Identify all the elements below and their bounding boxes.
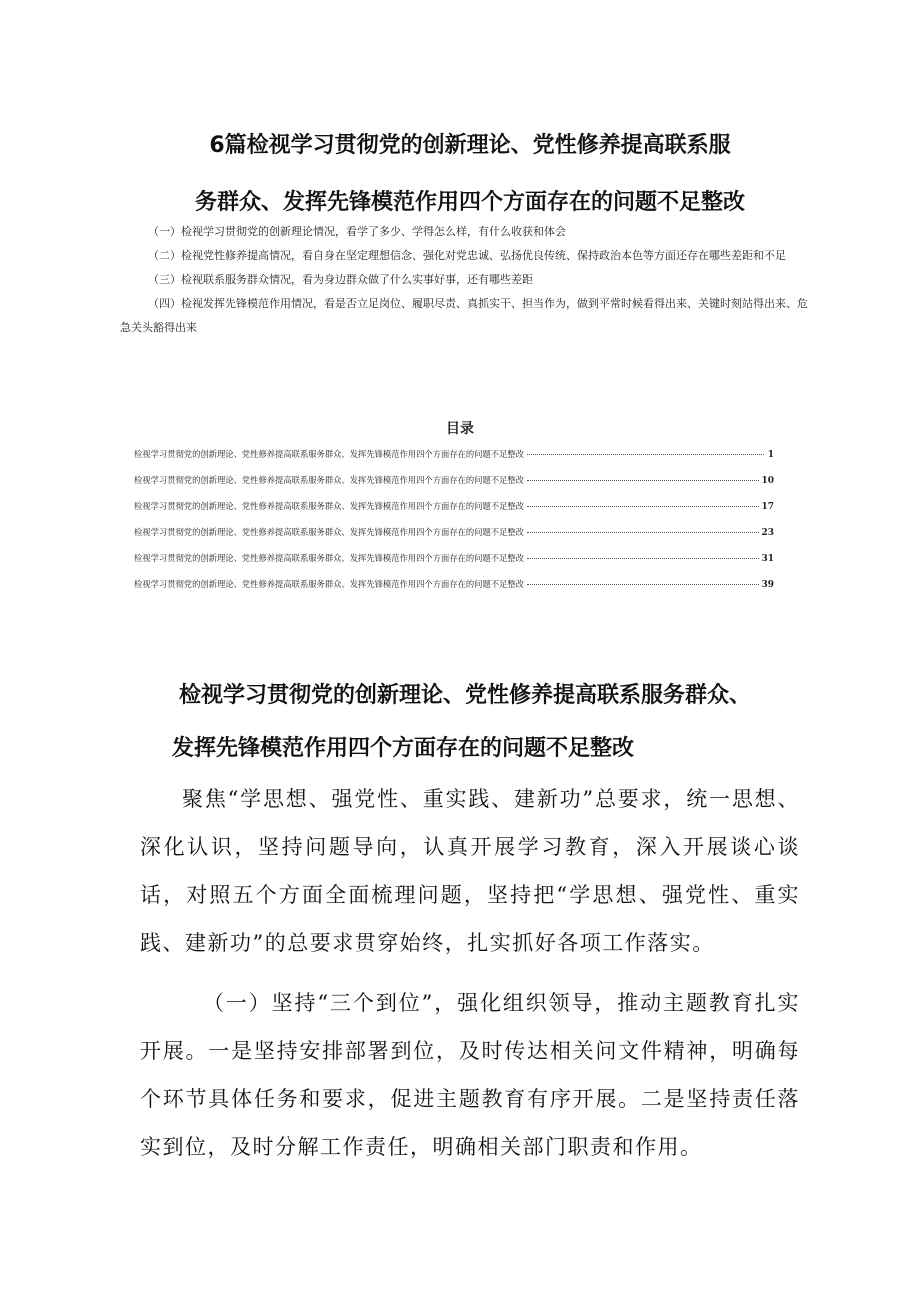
toc-leader-dots bbox=[527, 532, 760, 533]
document-title-line-1: 6篇检视学习贯彻党的创新理论、党性修养提高联系服 bbox=[209, 133, 731, 158]
toc-entry-text: 检视学习贯彻党的创新理论、党性修养提高联系服务群众、发挥先锋模范作用四个方面存在的问题不足整改 bbox=[134, 449, 524, 459]
toc-heading: 目录 bbox=[446, 421, 474, 437]
toc-entry[interactable] bbox=[134, 448, 774, 474]
intro-list bbox=[120, 220, 808, 340]
section-body bbox=[140, 775, 800, 1171]
intro-item-3: （三）检视联系服务群众情况，看为身边群众做了什么实事好事，还有哪些差距 bbox=[148, 273, 533, 286]
toc-entry[interactable] bbox=[134, 500, 774, 526]
toc-entry[interactable] bbox=[134, 578, 774, 604]
toc-leader-dots bbox=[527, 506, 760, 507]
toc-entry-page: 1 bbox=[767, 450, 774, 460]
section-title-line-2: 发挥先锋模范作用四个方面存在的问题不足整改 bbox=[172, 736, 635, 761]
toc-entry-text: 检视学习贯彻党的创新理论、党性修养提高联系服务群众、发挥先锋模范作用四个方面存在的问题不足整改 bbox=[134, 553, 524, 563]
toc-leader-dots bbox=[527, 480, 760, 481]
intro-item-2: （二）检视党性修养提高情况，看自身在坚定理想信念、强化对党忠诚、弘扬优良传统、保持政治本色等方面还存在哪些差距和不足 bbox=[148, 249, 786, 262]
toc-entry-page: 10 bbox=[761, 476, 774, 486]
section-title-line-1: 检视学习贯彻党的创新理论、党性修养提高联系服务群众、 bbox=[178, 683, 751, 708]
document-title-line-2: 务群众、发挥先锋模范作用四个方面存在的问题不足整改 bbox=[194, 190, 745, 215]
toc-entry-text: 检视学习贯彻党的创新理论、党性修养提高联系服务群众、发挥先锋模范作用四个方面存在的问题不足整改 bbox=[134, 527, 524, 537]
intro-item-1: （一）检视学习贯彻党的创新理论情况，看学了多少、学得怎么样，有什么收获和体会 bbox=[148, 225, 566, 238]
toc-entry[interactable] bbox=[134, 526, 774, 552]
toc-entry-page: 39 bbox=[761, 580, 774, 590]
body-paragraph-1: 聚焦“学思想、强党性、重实践、建新功”总要求，统一思想、深化认识，坚持问题导向，认真开展学习教育，深入开展谈心谈话，对照五个方面全面梳理问题，坚持把“学思想、强党性、重实践、建新功”的总要求贯穿始终，扎实抓好各项工作落实。 bbox=[140, 787, 800, 955]
toc-entry[interactable] bbox=[134, 552, 774, 578]
intro-item-4: （四）检视发挥先锋模范作用情况，看是否立足岗位、履职尽责、真抓实干、担当作为，做到平常时候看得出来、关键时刻站得出来、危急关头豁得出来 bbox=[120, 297, 808, 334]
toc-entry-page: 31 bbox=[761, 554, 774, 564]
toc-leader-dots bbox=[527, 584, 760, 585]
toc-entry[interactable] bbox=[134, 474, 774, 500]
body-paragraph-2: （一）坚持“三个到位”，强化组织领导，推动主题教育扎实开展。一是坚持安排部署到位，及时传达相关问文件精神，明确每个环节具体任务和要求，促进主题教育有序开展。二是坚持责任落实到位，及时分解工作责任，明确相关部门职责和作用。 bbox=[140, 991, 800, 1159]
toc-entry-text: 检视学习贯彻党的创新理论、党性修养提高联系服务群众、发挥先锋模范作用四个方面存在的问题不足整改 bbox=[134, 475, 524, 485]
toc-entry-page: 17 bbox=[761, 502, 774, 512]
toc-entry-page: 23 bbox=[761, 528, 774, 538]
toc-leader-dots bbox=[527, 558, 760, 559]
toc-leader-dots bbox=[527, 454, 764, 455]
toc-entry-text: 检视学习贯彻党的创新理论、党性修养提高联系服务群众、发挥先锋模范作用四个方面存在的问题不足整改 bbox=[134, 579, 524, 589]
table-of-contents bbox=[134, 448, 774, 604]
toc-entry-text: 检视学习贯彻党的创新理论、党性修养提高联系服务群众、发挥先锋模范作用四个方面存在的问题不足整改 bbox=[134, 501, 524, 511]
